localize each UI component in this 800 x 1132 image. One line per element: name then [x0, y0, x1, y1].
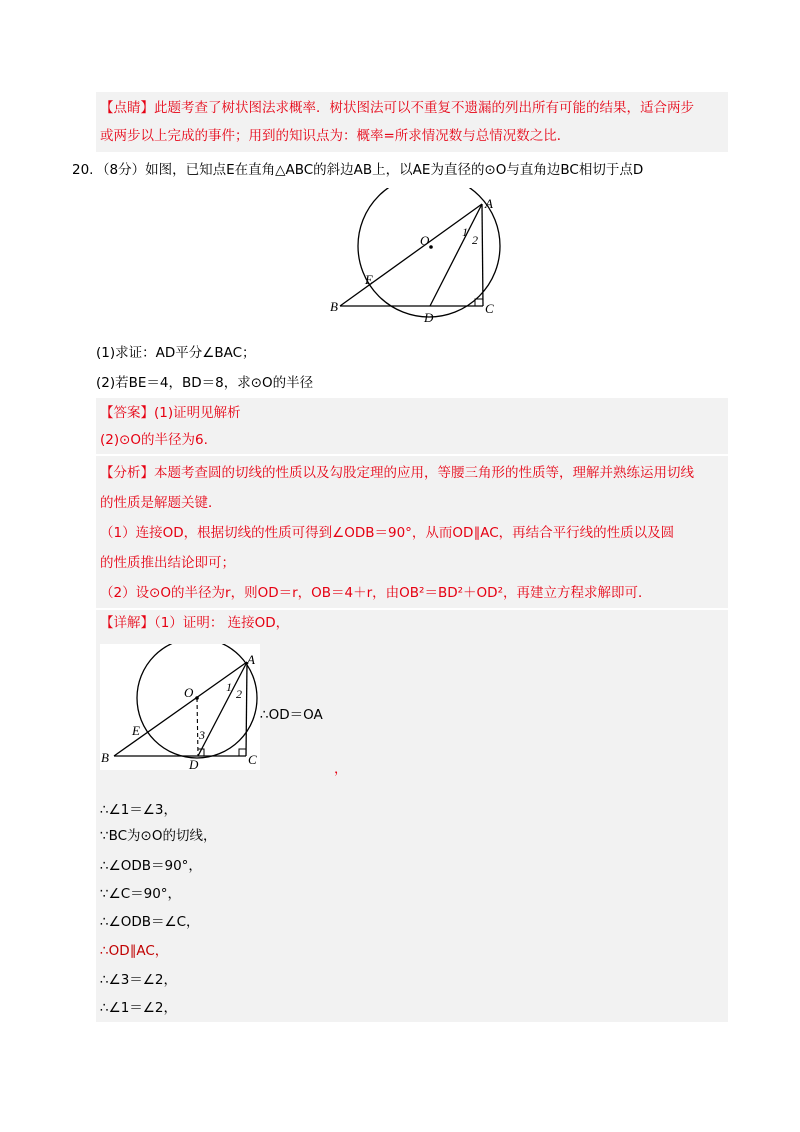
tip-line-1: 【点睛】此题考查了树状图法求概率．树状图法可以不重复不遗漏的列出所有可能的结果，适合两步: [100, 100, 694, 116]
detail-step-4: ∵∠C＝90°，: [100, 886, 182, 902]
detail-step-3: ∴∠ODB＝90°，: [100, 858, 202, 874]
segment-ab: [340, 204, 482, 306]
segment-ac: [246, 662, 247, 756]
detail-side-comma: ，: [334, 761, 348, 777]
label-a: A: [247, 652, 255, 667]
label-1: 1: [226, 680, 232, 694]
label-3: 3: [199, 728, 205, 742]
question-part-2: (2)若BE＝4，BD＝8，求⊙O的半径: [96, 375, 314, 391]
label-b: B: [101, 750, 109, 765]
label-e: E: [365, 272, 373, 287]
segment-ac: [482, 204, 483, 306]
segment-od-dashed: [197, 698, 198, 756]
label-a: A: [485, 196, 493, 211]
label-2: 2: [236, 687, 242, 701]
label-o: O: [420, 233, 430, 248]
question-stem: （8分）如图，已知点E在直角△ABC的斜边AB上，以AE为直径的⊙O与直角边BC相切于点D: [96, 162, 644, 178]
answer-line-1: 【答案】(1)证明见解析: [100, 405, 241, 421]
analysis-line-1: 【分析】本题考查圆的切线的性质以及勾股定理的应用，等腰三角形的性质等，理解并熟练运用切线: [100, 465, 694, 481]
center-dot: [429, 245, 433, 249]
detail-line-1: 【详解】（1）证明： 连接OD，: [100, 615, 290, 631]
detail-step-5: ∴∠ODB＝∠C，: [100, 914, 200, 930]
label-c: C: [485, 301, 494, 316]
label-d: D: [424, 310, 434, 325]
answer-line-2: (2)⊙O的半径为6.: [100, 432, 208, 448]
detail-step-7: ∴∠3＝∠2，: [100, 972, 177, 988]
right-angle-mark: [475, 299, 483, 306]
label-2: 2: [472, 233, 478, 247]
tip-line-2: 或两步以上完成的事件；用到的知识点为：概率=所求情况数与总情况数之比．: [100, 128, 571, 144]
detail-figure: [100, 644, 260, 770]
circle-o: [358, 188, 500, 317]
segment-ad: [430, 204, 482, 306]
analysis-line-4: 的性质推出结论即可；: [100, 555, 235, 571]
label-d: D: [189, 757, 199, 770]
question-figure: [328, 188, 508, 326]
label-1: 1: [462, 225, 468, 239]
question-number: 20.: [72, 162, 94, 178]
detail-step-2: ∵BC为⊙O的切线，: [100, 828, 217, 844]
question-part-1: (1)求证：AD平分∠BAC；: [96, 345, 256, 361]
label-b: B: [330, 299, 338, 314]
segment-ab: [114, 662, 247, 756]
detail-step-8: ∴∠1＝∠2，: [100, 1000, 177, 1016]
label-c: C: [248, 752, 257, 767]
analysis-line-2: 的性质是解题关键．: [100, 495, 222, 511]
detail-side-note: ∴OD＝OA: [260, 707, 323, 723]
analysis-line-5: （2）设⊙O的半径为r，则OD＝r，OB＝4＋r，由OB²＝BD²＋OD²，再建立方程求解即可．: [100, 585, 652, 601]
analysis-line-3: （1）连接OD，根据切线的性质可得到∠ODB＝90°，从而OD∥AC，再结合平行线的性质以及圆: [100, 525, 675, 541]
detail-step-6: ∴OD∥AC，: [100, 943, 169, 959]
label-o: O: [184, 685, 194, 700]
label-e: E: [132, 723, 140, 738]
segment-ad: [198, 662, 247, 756]
right-angle-mark-c: [239, 749, 246, 756]
center-dot: [195, 696, 199, 700]
detail-step-1: ∴∠1＝∠3，: [100, 802, 177, 818]
